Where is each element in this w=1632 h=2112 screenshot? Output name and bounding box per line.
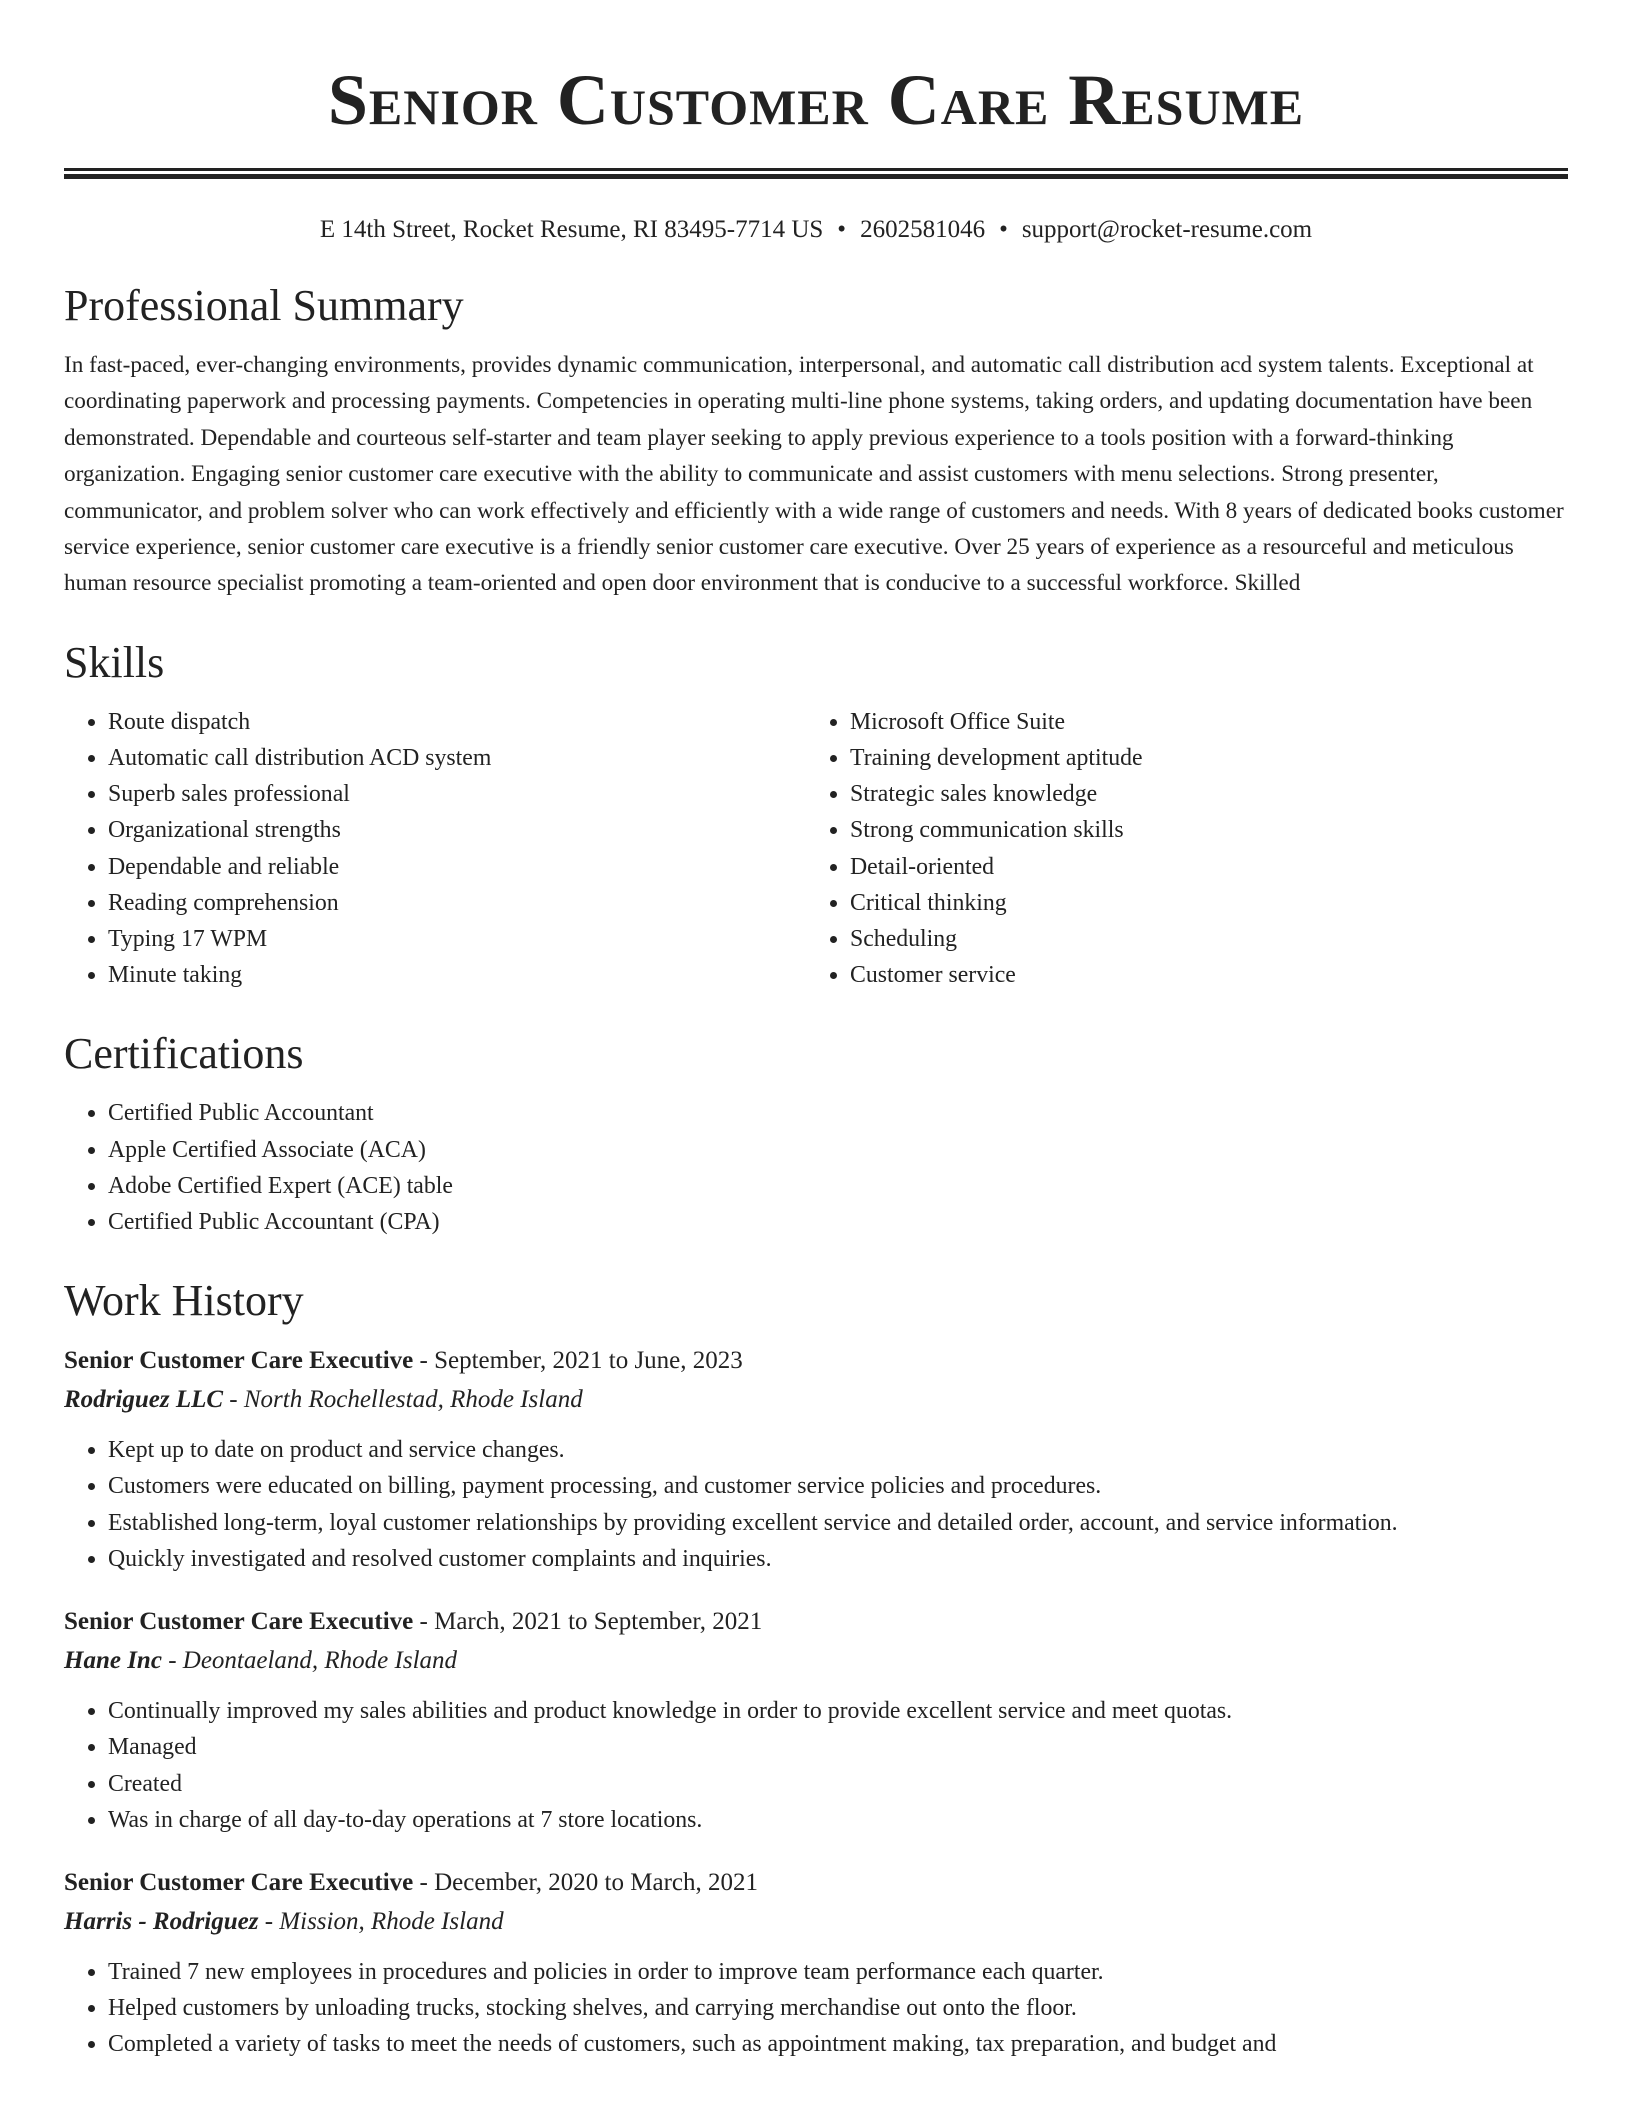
skill-item: • Minute taking <box>108 957 806 993</box>
contact-separator: • <box>837 216 847 243</box>
job-title: Senior Customer Care Executive <box>64 1868 414 1896</box>
contact-address: E 14th Street, Rocket Resume, RI 83495-7714 US <box>319 216 824 243</box>
skill-item: • Critical thinking <box>850 885 1548 921</box>
certifications-heading: Certifications <box>64 1029 304 1079</box>
job-duty: • Helped customers by unloading trucks, stocking shelves, and carrying merchandise out onto the floor. <box>108 1990 1568 2026</box>
job-duty: • Customers were educated on billing, payment processing, and customer service policies and procedures. <box>108 1468 1568 1504</box>
skill-item: • Microsoft Office Suite <box>850 704 1548 740</box>
job-location: - Mission, Rhode Island <box>258 1907 504 1935</box>
skill-item: • Dependable and reliable <box>108 849 806 885</box>
certification-item: • Adobe Certified Expert (ACE) table <box>108 1168 1568 1204</box>
job-location: - North Rochellestad, Rhode Island <box>223 1386 583 1414</box>
contact-phone: 2602581046 <box>860 216 986 243</box>
job-title-line <box>64 1603 1568 1641</box>
job-duty: • Was in charge of all day-to-day operations at 7 store locations. <box>108 1802 1568 1838</box>
job-title-line <box>64 1342 1568 1380</box>
contact-separator: • <box>999 216 1008 243</box>
skills-heading: Skills <box>64 637 165 687</box>
certification-item: • Apple Certified Associate (ACA) <box>108 1132 1568 1168</box>
skill-item: • Scheduling <box>850 921 1548 957</box>
job-company-line <box>64 1902 1568 1942</box>
skill-item: • Automatic call distribution ACD system <box>108 740 806 776</box>
job-duty: • Trained 7 new employees in procedures and policies in order to improve team performance each quarter. <box>108 1954 1568 1990</box>
job-duty: • Kept up to date on product and service changes. <box>108 1432 1568 1468</box>
certification-item: • Certified Public Accountant <box>108 1095 1568 1131</box>
skill-item: • Organizational strengths <box>108 812 806 848</box>
summary-text: In fast-paced, ever-changing environments, provides dynamic communication, interpersonal, and automatic call distribution acd system talents. Exceptional at coordinating paperwork and processing payments. Competencies in operating multi-line phone systems, taking orders, and updating documentation have been demonstrated. Dependable and courteous self-starter and team player seeking to apply previous experience to a tools position with a forward-thinking organization. Engaging senior customer care executive with the ability to communicate and assist customers with menu selections. Strong presenter, communicator, and problem solver who can work effectively and efficiently with a wide range of customers and needs. With 8 years of dedicated books customer service experience, senior customer care executive is a friendly senior customer care executive. Over 25 years of experience as a resourceful and meticulous human resource specialist promoting a team-oriented and open door environment that is conducive to a successful workforce. Skilled <box>64 352 1564 597</box>
resume-title: Senior Customer Care Resume <box>327 60 1305 140</box>
job-entry <box>64 1864 1568 2063</box>
job-company: Rodriguez LLC <box>64 1386 224 1414</box>
job-location: - Deontaeland, Rhode Island <box>161 1647 458 1675</box>
skill-item: • Strategic sales knowledge <box>850 776 1548 812</box>
job-dates: - March, 2021 to September, 2021 <box>413 1608 763 1636</box>
certifications-list <box>64 1095 1568 1240</box>
skill-item: • Detail-oriented <box>850 849 1548 885</box>
skills-grid <box>64 704 1568 994</box>
job-title: Senior Customer Care Executive <box>64 1608 414 1636</box>
job-duty: • Managed <box>108 1729 1568 1765</box>
certification-item: • Certified Public Accountant (CPA) <box>108 1204 1568 1240</box>
job-entry <box>64 1342 1568 1577</box>
job-duties-list <box>64 1954 1568 2063</box>
job-company: Harris - Rodriguez <box>64 1907 259 1935</box>
skill-item: • Strong communication skills <box>850 812 1548 848</box>
summary-heading: Professional Summary <box>64 281 464 330</box>
skill-item: • Typing 17 WPM <box>108 921 806 957</box>
job-entry <box>64 1603 1568 1838</box>
skill-item: • Customer service <box>850 957 1548 993</box>
skills-right-list <box>806 704 1548 994</box>
skill-item: • Superb sales professional <box>108 776 806 812</box>
job-title-line <box>64 1864 1568 1902</box>
job-duties-list <box>64 1693 1568 1838</box>
job-duties-list <box>64 1432 1568 1577</box>
contact-email: support@rocket-resume.com <box>1021 216 1313 243</box>
job-company-line <box>64 1380 1568 1420</box>
job-duty: • Created <box>108 1766 1568 1802</box>
job-duty: • Established long-term, loyal customer relationships by providing excellent service and detailed order, account, and service information. <box>108 1505 1568 1541</box>
job-dates: - September, 2021 to June, 2023 <box>413 1347 743 1375</box>
job-company: Hane Inc <box>64 1647 162 1675</box>
skill-item: • Training development aptitude <box>850 740 1548 776</box>
skills-left-list <box>64 704 806 994</box>
contact-line <box>64 215 1568 245</box>
skill-item: • Route dispatch <box>108 704 806 740</box>
job-duty: • Completed a variety of tasks to meet the needs of customers, such as appointment making, tax preparation, and budget and <box>108 2026 1568 2062</box>
job-company-line <box>64 1641 1568 1681</box>
skill-item: • Reading comprehension <box>108 885 806 921</box>
job-title: Senior Customer Care Executive <box>64 1347 414 1375</box>
job-dates: - December, 2020 to March, 2021 <box>413 1868 758 1896</box>
job-duty: • Continually improved my sales abilities and product knowledge in order to provide excellent service and meet quotas. <box>108 1693 1568 1729</box>
title-divider <box>64 168 1568 179</box>
work-history-heading: Work History <box>64 1276 304 1326</box>
job-duty: • Quickly investigated and resolved customer complaints and inquiries. <box>108 1541 1568 1577</box>
